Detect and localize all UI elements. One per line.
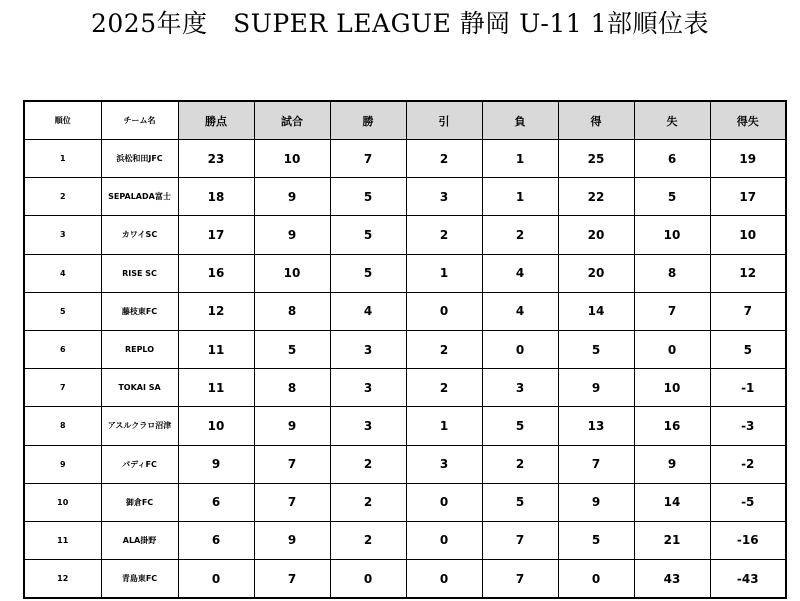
header-loss: 負 bbox=[482, 101, 558, 140]
header-team: チーム名 bbox=[101, 101, 178, 140]
cell-goal-diff: -43 bbox=[710, 560, 786, 599]
cell-goals-against: 8 bbox=[634, 254, 710, 292]
cell-rank: 1 bbox=[24, 140, 101, 178]
cell-goal-diff: 17 bbox=[710, 178, 786, 216]
cell-goal-diff: -3 bbox=[710, 407, 786, 445]
cell-rank: 3 bbox=[24, 216, 101, 254]
cell-goals-for: 20 bbox=[558, 254, 634, 292]
cell-draw: 3 bbox=[406, 178, 482, 216]
cell-goals-against: 7 bbox=[634, 292, 710, 330]
cell-team-name: REPLO bbox=[101, 330, 178, 368]
cell-draw: 2 bbox=[406, 369, 482, 407]
cell-team-name: カワイSC bbox=[101, 216, 178, 254]
header-goal-diff: 得失 bbox=[710, 101, 786, 140]
standings-table bbox=[23, 100, 787, 599]
cell-played: 7 bbox=[254, 483, 330, 521]
cell-draw: 0 bbox=[406, 292, 482, 330]
table-header-row bbox=[24, 101, 786, 140]
cell-team-name: ALA掛野 bbox=[101, 521, 178, 559]
cell-played: 8 bbox=[254, 369, 330, 407]
cell-draw: 0 bbox=[406, 560, 482, 599]
cell-points: 6 bbox=[178, 521, 254, 559]
cell-win: 5 bbox=[330, 216, 406, 254]
cell-rank: 7 bbox=[24, 369, 101, 407]
cell-goal-diff: -2 bbox=[710, 445, 786, 483]
cell-draw: 2 bbox=[406, 330, 482, 368]
cell-points: 11 bbox=[178, 369, 254, 407]
cell-goals-for: 0 bbox=[558, 560, 634, 599]
table-row bbox=[24, 216, 786, 254]
header-rank: 順位 bbox=[24, 101, 101, 140]
cell-goals-for: 14 bbox=[558, 292, 634, 330]
cell-points: 0 bbox=[178, 560, 254, 599]
table-row bbox=[24, 254, 786, 292]
cell-team-name: 御倉FC bbox=[101, 483, 178, 521]
cell-team-name: パディFC bbox=[101, 445, 178, 483]
cell-win: 2 bbox=[330, 445, 406, 483]
cell-goal-diff: 12 bbox=[710, 254, 786, 292]
cell-draw: 1 bbox=[406, 254, 482, 292]
cell-goals-against: 10 bbox=[634, 369, 710, 407]
header-win: 勝 bbox=[330, 101, 406, 140]
cell-played: 9 bbox=[254, 521, 330, 559]
table-row bbox=[24, 140, 786, 178]
cell-rank: 12 bbox=[24, 560, 101, 599]
table-row bbox=[24, 330, 786, 368]
cell-loss: 3 bbox=[482, 369, 558, 407]
cell-goal-diff: -5 bbox=[710, 483, 786, 521]
cell-win: 3 bbox=[330, 369, 406, 407]
cell-loss: 7 bbox=[482, 560, 558, 599]
cell-goals-against: 5 bbox=[634, 178, 710, 216]
standings-body bbox=[24, 140, 786, 599]
cell-team-name: RISE SC bbox=[101, 254, 178, 292]
cell-goals-for: 25 bbox=[558, 140, 634, 178]
table-row bbox=[24, 369, 786, 407]
cell-goals-against: 43 bbox=[634, 560, 710, 599]
page-title: 2025年度 SUPER LEAGUE 静岡 U-11 1部順位表 bbox=[91, 9, 709, 38]
cell-goals-for: 5 bbox=[558, 521, 634, 559]
cell-win: 4 bbox=[330, 292, 406, 330]
cell-rank: 8 bbox=[24, 407, 101, 445]
cell-points: 17 bbox=[178, 216, 254, 254]
cell-goals-for: 22 bbox=[558, 178, 634, 216]
cell-win: 2 bbox=[330, 521, 406, 559]
cell-points: 6 bbox=[178, 483, 254, 521]
cell-win: 2 bbox=[330, 483, 406, 521]
cell-points: 10 bbox=[178, 407, 254, 445]
cell-loss: 1 bbox=[482, 140, 558, 178]
table-row bbox=[24, 560, 786, 599]
cell-goals-for: 5 bbox=[558, 330, 634, 368]
header-goals-against: 失 bbox=[634, 101, 710, 140]
cell-goal-diff: 10 bbox=[710, 216, 786, 254]
cell-goals-against: 0 bbox=[634, 330, 710, 368]
header-points: 勝点 bbox=[178, 101, 254, 140]
cell-team-name: 浜松和田JFC bbox=[101, 140, 178, 178]
cell-draw: 0 bbox=[406, 483, 482, 521]
cell-played: 7 bbox=[254, 445, 330, 483]
cell-team-name: 青島東FC bbox=[101, 560, 178, 599]
cell-rank: 4 bbox=[24, 254, 101, 292]
cell-win: 0 bbox=[330, 560, 406, 599]
cell-rank: 11 bbox=[24, 521, 101, 559]
table-row bbox=[24, 407, 786, 445]
cell-played: 10 bbox=[254, 254, 330, 292]
cell-points: 9 bbox=[178, 445, 254, 483]
cell-rank: 9 bbox=[24, 445, 101, 483]
cell-played: 5 bbox=[254, 330, 330, 368]
cell-rank: 10 bbox=[24, 483, 101, 521]
cell-points: 23 bbox=[178, 140, 254, 178]
cell-played: 9 bbox=[254, 216, 330, 254]
table-row bbox=[24, 292, 786, 330]
cell-played: 10 bbox=[254, 140, 330, 178]
cell-goal-diff: 5 bbox=[710, 330, 786, 368]
cell-goals-for: 20 bbox=[558, 216, 634, 254]
cell-loss: 0 bbox=[482, 330, 558, 368]
cell-points: 12 bbox=[178, 292, 254, 330]
cell-goals-for: 7 bbox=[558, 445, 634, 483]
cell-team-name: SEPALADA富士 bbox=[101, 178, 178, 216]
cell-win: 3 bbox=[330, 407, 406, 445]
cell-points: 11 bbox=[178, 330, 254, 368]
cell-played: 9 bbox=[254, 407, 330, 445]
cell-goal-diff: -16 bbox=[710, 521, 786, 559]
table-row bbox=[24, 178, 786, 216]
cell-loss: 5 bbox=[482, 407, 558, 445]
cell-draw: 1 bbox=[406, 407, 482, 445]
cell-points: 16 bbox=[178, 254, 254, 292]
cell-win: 7 bbox=[330, 140, 406, 178]
cell-goals-against: 9 bbox=[634, 445, 710, 483]
cell-loss: 7 bbox=[482, 521, 558, 559]
cell-goal-diff: -1 bbox=[710, 369, 786, 407]
cell-played: 8 bbox=[254, 292, 330, 330]
cell-team-name: 藤枝東FC bbox=[101, 292, 178, 330]
table-row bbox=[24, 445, 786, 483]
cell-goals-against: 10 bbox=[634, 216, 710, 254]
cell-rank: 5 bbox=[24, 292, 101, 330]
cell-goals-against: 21 bbox=[634, 521, 710, 559]
cell-goal-diff: 7 bbox=[710, 292, 786, 330]
cell-goals-against: 16 bbox=[634, 407, 710, 445]
cell-loss: 4 bbox=[482, 254, 558, 292]
cell-loss: 2 bbox=[482, 216, 558, 254]
cell-draw: 3 bbox=[406, 445, 482, 483]
header-draw: 引 bbox=[406, 101, 482, 140]
cell-goals-against: 6 bbox=[634, 140, 710, 178]
table-row bbox=[24, 483, 786, 521]
cell-draw: 0 bbox=[406, 521, 482, 559]
cell-goals-for: 9 bbox=[558, 483, 634, 521]
header-goals-for: 得 bbox=[558, 101, 634, 140]
cell-draw: 2 bbox=[406, 216, 482, 254]
cell-win: 5 bbox=[330, 178, 406, 216]
cell-points: 18 bbox=[178, 178, 254, 216]
cell-loss: 2 bbox=[482, 445, 558, 483]
cell-loss: 5 bbox=[482, 483, 558, 521]
cell-draw: 2 bbox=[406, 140, 482, 178]
cell-rank: 6 bbox=[24, 330, 101, 368]
header-played: 試合 bbox=[254, 101, 330, 140]
cell-team-name: TOKAI SA bbox=[101, 369, 178, 407]
cell-played: 7 bbox=[254, 560, 330, 599]
cell-goals-against: 14 bbox=[634, 483, 710, 521]
cell-team-name: アスルクラロ沼津 bbox=[101, 407, 178, 445]
cell-goal-diff: 19 bbox=[710, 140, 786, 178]
cell-goals-for: 9 bbox=[558, 369, 634, 407]
cell-loss: 1 bbox=[482, 178, 558, 216]
table-row bbox=[24, 521, 786, 559]
cell-loss: 4 bbox=[482, 292, 558, 330]
cell-rank: 2 bbox=[24, 178, 101, 216]
cell-goals-for: 13 bbox=[558, 407, 634, 445]
cell-win: 3 bbox=[330, 330, 406, 368]
cell-played: 9 bbox=[254, 178, 330, 216]
cell-win: 5 bbox=[330, 254, 406, 292]
